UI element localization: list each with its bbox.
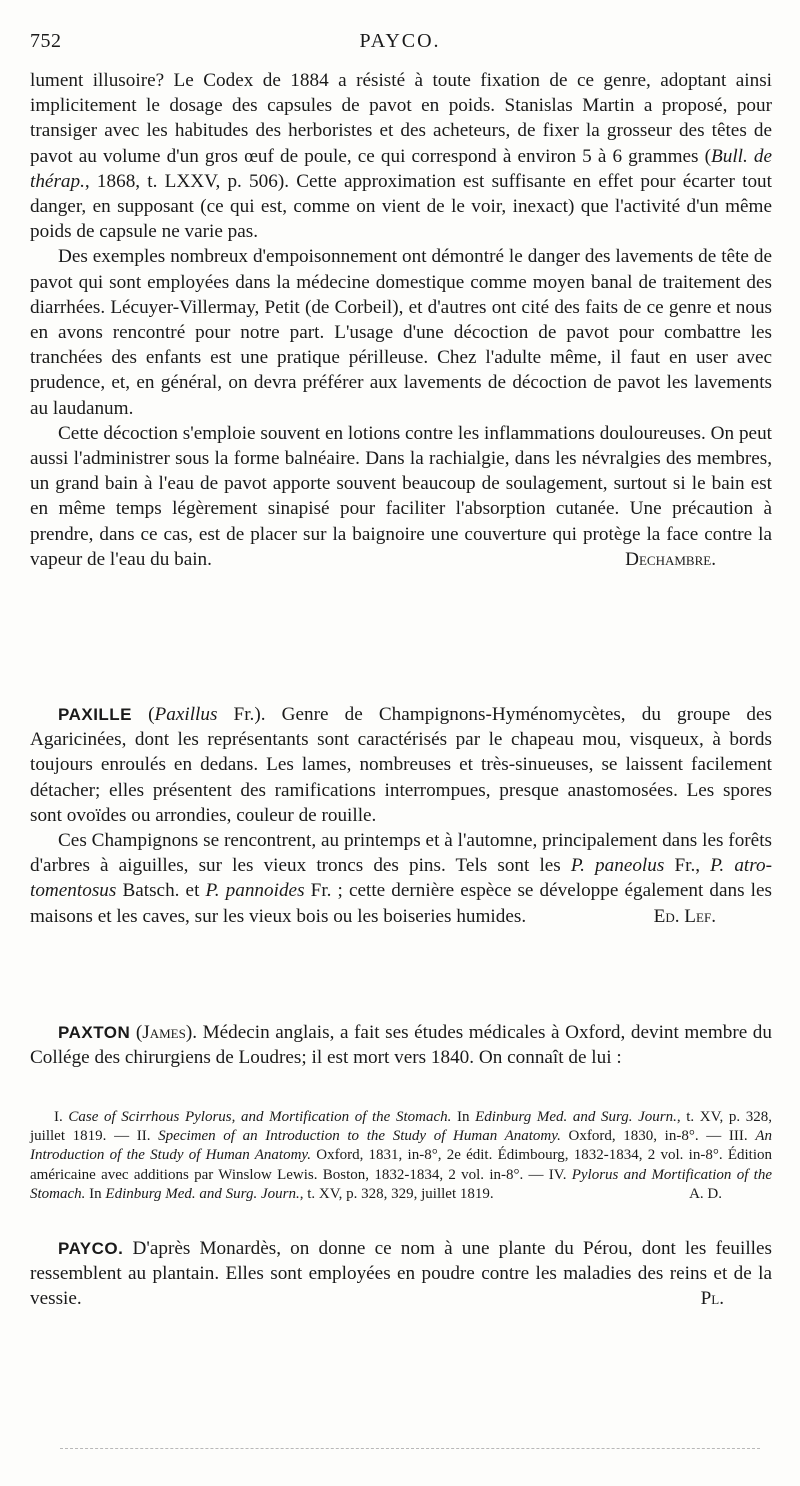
- species-name: P. atro-tomentosus: [30, 855, 772, 902]
- paragraph: PAXILLE (Paxillus Fr.). Genre de Champignons-Hyménomycètes, du groupe des Agaricinées, dont les représentants sont caractérisés par le chapeau mou, visqueux, à bords toujours enroulés en dedans. Les lames, nombreuses et très-sinueuses, se laissent facilement détacher; elles présentent des ramifications interrompues, presque anastomosées. Les spores sont ovoïdes ou arrondies, couleur de rouille.: [30, 704, 772, 826]
- given-name: James: [142, 1022, 186, 1043]
- text-run: , 1868, t. LXXV, p. 506). Cette approximation est suffisante en effet pour écarter tout danger, en supposant (ce qui est, comme on vient de le voir, inexact) que l'activité d'un même poids de capsule ne varie pas.: [30, 170, 772, 243]
- author-signature: A. D.: [689, 1185, 722, 1202]
- paragraph: [30, 828, 772, 929]
- paragraph: [30, 421, 772, 572]
- page-header: [30, 30, 770, 56]
- bibliography: [30, 1108, 772, 1204]
- work-title: Specimen of an Introduction to the Study of Human Anatomy.: [158, 1128, 561, 1145]
- text-run: Oxford, 1831, in-8°, 2e édit. Édimbourg, 1832-1834, 2 vol. in-8°. Édition américaine avec additions par Winslow Lewis. Boston, 1832-1834, 2 vol. in-8°. — IV.: [30, 1147, 772, 1183]
- species-name: P. pannoides: [205, 880, 305, 902]
- text-run: Fr.,: [664, 855, 711, 877]
- article-payco: [30, 1236, 772, 1312]
- entry-term: PAYCO.: [58, 1239, 124, 1258]
- species-name: P. paneolus: [570, 855, 665, 877]
- text-run: Cette décoction s'emploie souvent en lotions contre les inflammations douloureuses. On peut aussi l'administrer sous la forme balnéaire. Dans la rachialgie, dans les névralgies des membres, un grand bain à l'eau de pavot apporte souvent beaucoup de soulagement, surtout si le bain est en même temps légèrement sinapisé pour faciliter l'absorption cutanée. Une précaution à prendre, dans ce cas, est de placer sur la baignoire une couverture qui protège la face contre la vapeur de l'eau du bain.: [30, 422, 772, 570]
- work-title: An Introduction of the Study of Human Anatomy.: [30, 1128, 772, 1164]
- author-signature: Ed. Lef.: [653, 905, 716, 927]
- text-run: Médecin anglais, a fait ses études médicales à Oxford, devint membre du Collége des chirurgiens de Loudres; il est mort vers 1840. On connaît de lui :: [30, 1022, 772, 1069]
- journal-title: Edinburg Med. and Surg. Journ.: [475, 1109, 677, 1125]
- work-title: Case of Scirrhous Pylorus, and Mortification of the Stomach.: [68, 1109, 452, 1125]
- bibliography-entry: [30, 1108, 772, 1204]
- text-run: I.: [54, 1109, 69, 1125]
- author-abbr: Fr.).: [217, 704, 266, 725]
- work-title: Pylorus and Mortification of the Stomach.: [30, 1166, 772, 1202]
- text-run: D'après Monardès, on donne ce nom à une plante du Pérou, dont les feuilles ressemblent au plantain. Elles sont employées en poudre contre les maladies des reins et de la vessie.: [30, 1238, 772, 1310]
- text-run: Oxford, 1830, in-8°. — III.: [560, 1128, 756, 1145]
- text-run: lument illusoire? Le Codex de 1884 a résisté à toute fixation de ce genre, adoptant ainsi implicitement le dosage des capsules de pavot en poids. Stanislas Martin a proposé, pour transiger avec les habitudes des herboristes et des acheteurs, de fixer la grosseur des têtes de pavot au volume d'un gros œuf de poule, ce qui correspond à environ 5 à 6 grammes (: [30, 70, 772, 167]
- bottom-rule: [60, 1448, 760, 1449]
- entry-term: PAXTON: [58, 1023, 131, 1042]
- paragraph: Des exemples nombreux d'empoisonnement ont démontré le danger des lavements de tête de pavot qui sont employées dans la médecine domestique comme moyen banal de traitement des diarrhées. Lécuyer-Villermay, Petit (de Corbeil), et d'autres ont cité des faits de ce genre et nous en avons rencontré pour notre part. L'usage d'une décoction de pavot pour combattre les tranchées des enfants est une pratique périlleuse. Chez l'adulte même, il faut en user avec prudence, et, en général, on devra préférer aux lavements de décoction de pavot les lavements au laudanum.: [30, 246, 772, 419]
- paragraph: PAXTON (James). Médecin anglais, a fait ses études médicales à Oxford, devint membre du Collége des chirurgiens de Loudres; il est mort vers 1840. On connaît de lui :: [30, 1022, 772, 1069]
- article-pavot-continuation: [30, 68, 772, 572]
- author-signature: Dechambre.: [625, 548, 716, 570]
- paragraph: [30, 1236, 772, 1312]
- text-run: , t. XV, p. 328, 329, juillet 1819.: [299, 1185, 494, 1202]
- author-signature: Pl.: [700, 1288, 724, 1310]
- text-run: Ces Champignons se rencontrent, au printemps et à l'automne, principalement dans les forêts d'arbres à aiguilles, sur les vieux troncs des pins. Tels sont les: [30, 830, 772, 877]
- text-run: In: [85, 1185, 106, 1202]
- latin-name: Paxillus: [154, 704, 218, 725]
- text-run: , t. XV, p. 328, juillet 1819. — II.: [30, 1109, 772, 1145]
- article-paxton: [30, 1020, 772, 1070]
- citation: Bull. de thérap.: [30, 145, 772, 192]
- text-run: In: [451, 1109, 476, 1125]
- journal-title: Edinburg Med. and Surg. Journ.: [105, 1185, 300, 1202]
- text-run: Genre de Champignons-Hyménomycètes, du groupe des Agaricinées, dont les représentants sont caractérisés par le chapeau mou, visqueux, à bords toujours enroulés en dedans. Les lames, nombreuses et très-sinueuses, se laissent facilement détacher; elles présentent des ramifications interrompues, presque anastomosées. Les spores sont ovoïdes ou arrondies, couleur de rouille.: [30, 704, 772, 826]
- text-run: Fr. ; cette dernière espèce se développe également dans les maisons et les caves, sur les vieux bois ou les boiseries humides.: [30, 880, 772, 927]
- text-run: Batsch. et: [116, 880, 206, 902]
- entry-term: PAXILLE: [58, 705, 133, 724]
- page-number: 752: [30, 30, 62, 52]
- running-title: PAYCO.: [359, 30, 441, 52]
- paragraph: [30, 68, 772, 244]
- article-paxille: [30, 702, 772, 929]
